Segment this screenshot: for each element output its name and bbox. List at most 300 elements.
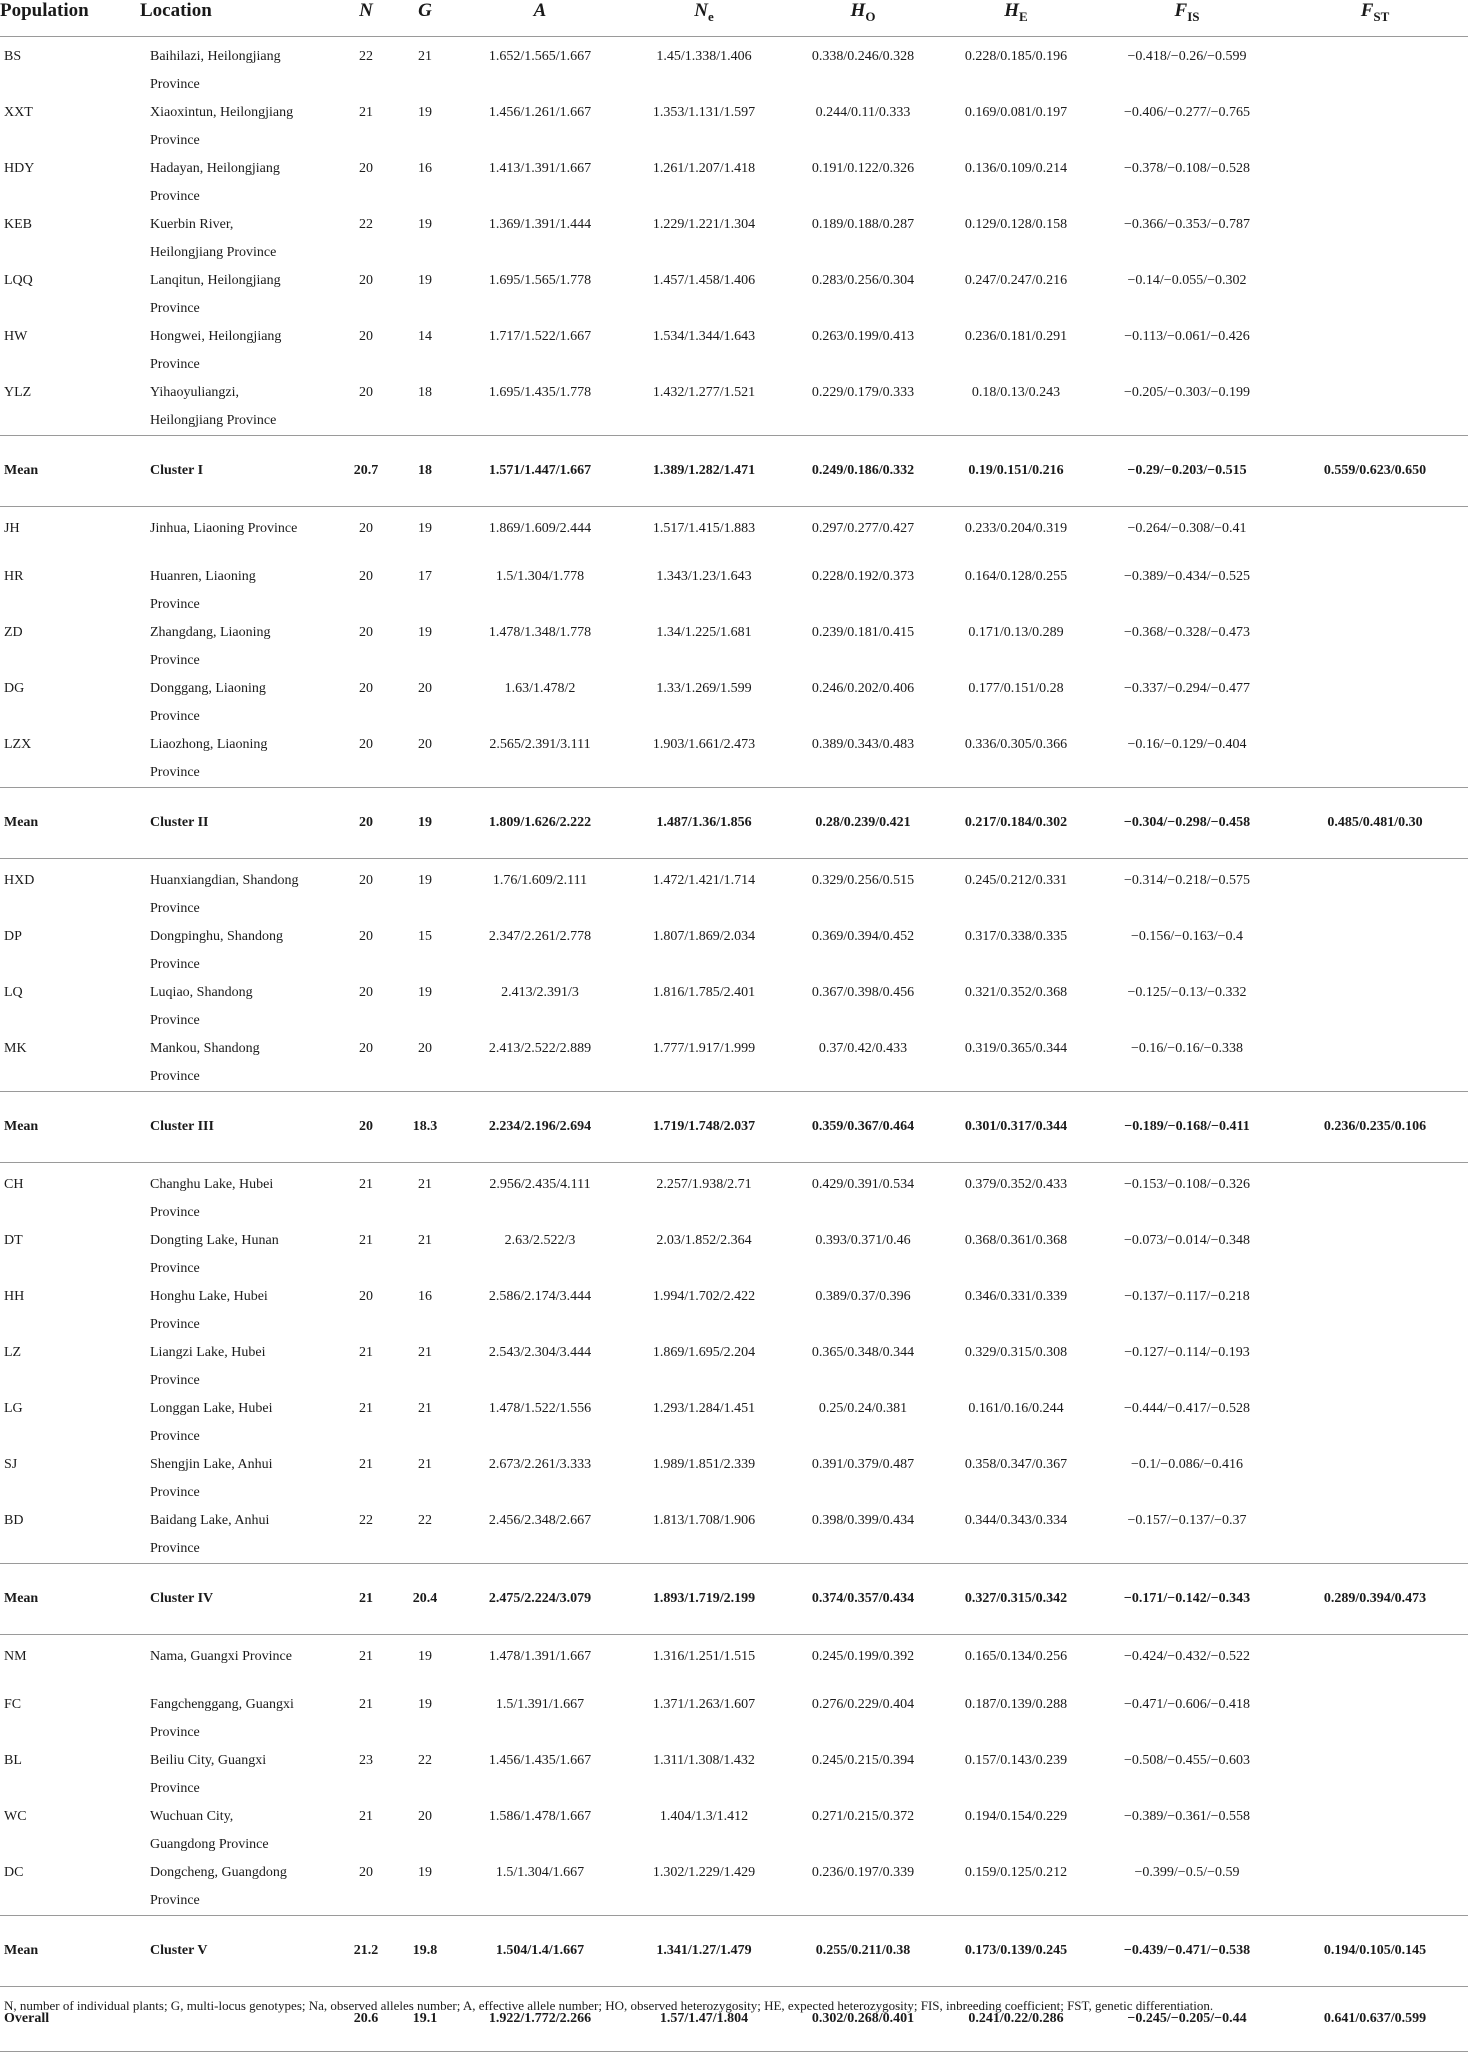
fst-cell: [1282, 507, 1468, 564]
table-row: [0, 1163, 1468, 1228]
ne-cell: 1.261/1.207/1.418: [652, 161, 756, 176]
ne-cell: 1.404/1.3/1.412: [659, 1809, 749, 1824]
header-he: $H_E$: [1004, 0, 1028, 24]
he-cell: 0.228/0.185/0.196: [964, 49, 1068, 64]
ne-cell: 1.517/1.415/1.883: [652, 521, 756, 536]
a-cell: 1.478/1.522/1.556: [488, 1401, 592, 1416]
fst-cell: [1282, 211, 1468, 267]
he-cell: 0.247/0.247/0.216: [964, 273, 1068, 288]
ne-cell: 2.257/1.938/2.71: [656, 1177, 752, 1192]
mean-g-cell: 19: [418, 815, 432, 830]
mean-g-cell: 18.3: [412, 1119, 438, 1134]
fst-cell: [1282, 1163, 1468, 1228]
g-cell: 19: [418, 873, 432, 888]
he-cell: 0.346/0.331/0.339: [964, 1289, 1068, 1304]
a-cell: 1.695/1.565/1.778: [488, 273, 592, 288]
fst-cell: [1282, 1035, 1468, 1092]
g-cell: 20: [418, 1809, 432, 1824]
g-cell: 19: [418, 625, 432, 640]
he-cell: 0.233/0.204/0.319: [964, 521, 1068, 536]
g-cell: 20: [418, 1041, 432, 1056]
table-row: [0, 1747, 1468, 1803]
location-text: Hongwei, Heilongjiang Province: [150, 329, 282, 372]
location-text: Liaozhong, Liaoning Province: [150, 737, 268, 780]
location-text: Fangchenggang, Guangxi Province: [150, 1697, 294, 1740]
location-cell: [140, 731, 340, 788]
ho-cell: 0.245/0.199/0.392: [811, 1649, 915, 1664]
location-text: Baidang Lake, Anhui Province: [150, 1513, 270, 1556]
population-cell: DP: [4, 929, 22, 944]
mean-n-cell: 20: [359, 815, 373, 830]
ne-cell: 1.534/1.344/1.643: [652, 329, 756, 344]
he-cell: 0.165/0.134/0.256: [964, 1649, 1068, 1664]
n-cell: 22: [359, 217, 373, 232]
ho-cell: 0.389/0.343/0.483: [811, 737, 915, 752]
mean-fst-cell: 0.289/0.394/0.473: [1323, 1591, 1427, 1606]
fst-cell: [1282, 1283, 1468, 1339]
ho-cell: 0.189/0.188/0.287: [811, 217, 915, 232]
n-cell: 20: [359, 985, 373, 1000]
ne-cell: 1.457/1.458/1.406: [652, 273, 756, 288]
a-cell: 1.478/1.348/1.778: [488, 625, 592, 640]
location-cell: [140, 323, 340, 379]
fis-cell: −0.1/−0.086/−0.416: [1131, 1457, 1243, 1472]
fis-cell: −0.073/−0.014/−0.348: [1124, 1233, 1250, 1248]
mean-row: [0, 1564, 1468, 1635]
a-cell: 1.456/1.261/1.667: [488, 105, 592, 120]
location-text: Zhangdang, Liaoning Province: [150, 625, 271, 668]
he-cell: 0.164/0.128/0.255: [964, 569, 1068, 584]
table-row: [0, 923, 1468, 979]
table-row: [0, 1035, 1468, 1092]
table-row: [0, 1803, 1468, 1859]
mean-a-cell: 2.475/2.224/3.079: [488, 1591, 592, 1606]
location-text: Luqiao, Shandong Province: [150, 985, 253, 1028]
location-cell: [140, 37, 340, 100]
location-cell: [140, 379, 340, 436]
location-cell: [140, 979, 340, 1035]
he-cell: 0.194/0.154/0.229: [964, 1809, 1068, 1824]
mean-a-cell: 1.809/1.626/2.222: [488, 815, 592, 830]
n-cell: 21: [359, 105, 373, 120]
n-cell: 20: [359, 329, 373, 344]
population-cell: LZX: [4, 737, 32, 752]
population-cell: YLZ: [4, 385, 32, 400]
fst-cell: [1282, 1339, 1468, 1395]
mean-label: Mean: [4, 463, 39, 478]
g-cell: 16: [418, 161, 432, 176]
population-cell: DC: [4, 1865, 24, 1880]
g-cell: 15: [418, 929, 432, 944]
population-cell: BS: [4, 49, 22, 64]
a-cell: 2.586/2.174/3.444: [488, 1289, 592, 1304]
population-cell: HW: [4, 329, 28, 344]
he-cell: 0.358/0.347/0.367: [964, 1457, 1068, 1472]
table-row: [0, 1635, 1468, 1692]
ho-cell: 0.263/0.199/0.413: [811, 329, 915, 344]
ho-cell: 0.367/0.398/0.456: [811, 985, 915, 1000]
a-cell: 1.478/1.391/1.667: [488, 1649, 592, 1664]
ne-cell: 2.03/1.852/2.364: [656, 1233, 752, 1248]
location-text: Donggang, Liaoning Province: [150, 681, 266, 724]
he-cell: 0.159/0.125/0.212: [964, 1865, 1068, 1880]
a-cell: 2.63/2.522/3: [504, 1233, 576, 1248]
location-cell: [140, 923, 340, 979]
mean-ho-cell: 0.255/0.211/0.38: [815, 1943, 911, 1958]
g-cell: 20: [418, 681, 432, 696]
population-cell: HH: [4, 1289, 25, 1304]
n-cell: 20: [359, 1865, 373, 1880]
g-cell: 22: [418, 1513, 432, 1528]
fis-cell: −0.113/−0.061/−0.426: [1124, 329, 1250, 344]
fst-cell: [1282, 1507, 1468, 1564]
a-cell: 2.347/2.261/2.778: [488, 929, 592, 944]
mean-fst-cell: 0.559/0.623/0.650: [1323, 463, 1427, 478]
location-cell: [140, 1163, 340, 1228]
fis-cell: −0.406/−0.277/−0.765: [1124, 105, 1250, 120]
location-cell: [140, 1747, 340, 1803]
table-row: [0, 1691, 1468, 1747]
table-row: [0, 507, 1468, 564]
mean-he-cell: 0.327/0.315/0.342: [964, 1591, 1068, 1606]
he-cell: 0.187/0.139/0.288: [964, 1697, 1068, 1712]
fis-cell: −0.337/−0.294/−0.477: [1124, 681, 1250, 696]
he-cell: 0.329/0.315/0.308: [964, 1345, 1068, 1360]
location-text: Xiaoxintun, Heilongjiang Province: [150, 105, 294, 148]
location-cell: [140, 1395, 340, 1451]
ho-cell: 0.271/0.215/0.372: [811, 1809, 915, 1824]
location-text: Dongpinghu, Shandong Province: [150, 929, 283, 972]
he-cell: 0.236/0.181/0.291: [964, 329, 1068, 344]
n-cell: 20: [359, 385, 373, 400]
fst-cell: [1282, 619, 1468, 675]
n-cell: 22: [359, 49, 373, 64]
ho-cell: 0.236/0.197/0.339: [811, 1865, 915, 1880]
ho-cell: 0.391/0.379/0.487: [811, 1457, 915, 1472]
location-cell: [140, 619, 340, 675]
mean-he-cell: 0.19/0.151/0.216: [968, 463, 1064, 478]
population-cell: HDY: [4, 161, 35, 176]
fis-cell: −0.153/−0.108/−0.326: [1124, 1177, 1250, 1192]
table-row: [0, 323, 1468, 379]
table-row: [0, 379, 1468, 436]
a-cell: 1.5/1.304/1.778: [495, 569, 585, 584]
ne-cell: 1.994/1.702/2.422: [652, 1289, 756, 1304]
ho-cell: 0.37/0.42/0.433: [818, 1041, 908, 1056]
he-cell: 0.161/0.16/0.244: [968, 1401, 1064, 1416]
table-row: [0, 1859, 1468, 1916]
ho-cell: 0.246/0.202/0.406: [811, 681, 915, 696]
n-cell: 21: [359, 1345, 373, 1360]
n-cell: 21: [359, 1809, 373, 1824]
fis-cell: −0.368/−0.328/−0.473: [1124, 625, 1250, 640]
overall-n-cell: 20.6: [353, 2011, 379, 2026]
table-row: [0, 859, 1468, 924]
header-location: Location: [140, 0, 212, 21]
table-row: [0, 1227, 1468, 1283]
ho-cell: 0.283/0.256/0.304: [811, 273, 915, 288]
a-cell: 1.586/1.478/1.667: [488, 1809, 592, 1824]
g-cell: 14: [418, 329, 432, 344]
overall-g-cell: 19.1: [412, 2011, 438, 2026]
g-cell: 19: [418, 521, 432, 536]
fst-cell: [1282, 731, 1468, 788]
population-cell: XXT: [4, 105, 33, 120]
n-cell: 23: [359, 1753, 373, 1768]
mean-ne-cell: 1.719/1.748/2.037: [652, 1119, 756, 1134]
n-cell: 20: [359, 737, 373, 752]
location-text: Changhu Lake, Hubei Province: [150, 1177, 274, 1220]
he-cell: 0.336/0.305/0.366: [964, 737, 1068, 752]
location-text: Beiliu City, Guangxi Province: [150, 1753, 267, 1796]
location-text: Wuchuan City, Guangdong Province: [150, 1809, 269, 1852]
location-text: Huanren, Liaoning Province: [150, 569, 256, 612]
a-cell: 1.413/1.391/1.667: [488, 161, 592, 176]
n-cell: 20: [359, 273, 373, 288]
ho-cell: 0.338/0.246/0.328: [811, 49, 915, 64]
a-cell: 2.413/2.522/2.889: [488, 1041, 592, 1056]
mean-a-cell: 1.504/1.4/1.667: [495, 1943, 585, 1958]
location-text: Nama, Guangxi Province: [150, 1649, 292, 1664]
fis-cell: −0.137/−0.117/−0.218: [1124, 1289, 1250, 1304]
n-cell: 20: [359, 569, 373, 584]
n-cell: 20: [359, 929, 373, 944]
fis-cell: −0.16/−0.129/−0.404: [1127, 737, 1247, 752]
population-cell: HR: [4, 569, 24, 584]
mean-ne-cell: 1.341/1.27/1.479: [656, 1943, 752, 1958]
table-row: [0, 675, 1468, 731]
fis-cell: −0.14/−0.055/−0.302: [1127, 273, 1247, 288]
population-cell: ZD: [4, 625, 23, 640]
location-cell: [140, 211, 340, 267]
mean-n-cell: 21: [359, 1591, 373, 1606]
ne-cell: 1.903/1.661/2.473: [652, 737, 756, 752]
fis-cell: −0.314/−0.218/−0.575: [1124, 873, 1250, 888]
fis-cell: −0.205/−0.303/−0.199: [1124, 385, 1250, 400]
a-cell: 2.413/2.391/3: [501, 985, 579, 1000]
population-cell: CH: [4, 1177, 24, 1192]
ne-cell: 1.302/1.229/1.429: [652, 1865, 756, 1880]
table-row: [0, 563, 1468, 619]
location-text: Longgan Lake, Hubei Province: [150, 1401, 273, 1444]
mean-n-cell: 20.7: [353, 463, 379, 478]
header-a: A: [533, 0, 547, 21]
population-cell: KEB: [4, 217, 32, 232]
he-cell: 0.18/0.13/0.243: [971, 385, 1061, 400]
overall-a-cell: 1.922/1.772/2.266: [488, 2011, 592, 2026]
a-cell: 1.652/1.565/1.667: [488, 49, 592, 64]
n-cell: 21: [359, 1457, 373, 1472]
fis-cell: −0.125/−0.13/−0.332: [1127, 985, 1247, 1000]
fst-cell: [1282, 1451, 1468, 1507]
ne-cell: 1.371/1.263/1.607: [652, 1697, 756, 1712]
table-row: [0, 211, 1468, 267]
overall-ho-cell: 0.302/0.268/0.401: [811, 2011, 915, 2026]
ne-cell: 1.33/1.269/1.599: [656, 681, 752, 696]
fst-cell: [1282, 1227, 1468, 1283]
ho-cell: 0.389/0.37/0.396: [815, 1289, 911, 1304]
cluster-label: Cluster III: [150, 1119, 214, 1134]
mean-row: [0, 436, 1468, 507]
fst-cell: [1282, 323, 1468, 379]
he-cell: 0.129/0.128/0.158: [964, 217, 1068, 232]
ne-cell: 1.343/1.23/1.643: [656, 569, 752, 584]
mean-a-cell: 1.571/1.447/1.667: [488, 463, 592, 478]
n-cell: 21: [359, 1233, 373, 1248]
mean-label: Mean: [4, 815, 39, 830]
mean-row: [0, 788, 1468, 859]
he-cell: 0.157/0.143/0.239: [964, 1753, 1068, 1768]
fst-cell: [1282, 675, 1468, 731]
mean-fst-cell: 0.194/0.105/0.145: [1323, 1943, 1427, 1958]
location-cell: [140, 155, 340, 211]
fst-cell: [1282, 979, 1468, 1035]
fst-cell: [1282, 267, 1468, 323]
n-cell: 20: [359, 625, 373, 640]
fst-cell: [1282, 1635, 1468, 1692]
g-cell: 19: [418, 1649, 432, 1664]
mean-ho-cell: 0.359/0.367/0.464: [811, 1119, 915, 1134]
ho-cell: 0.429/0.391/0.534: [811, 1177, 915, 1192]
ho-cell: 0.191/0.122/0.326: [811, 161, 915, 176]
fst-cell: [1282, 37, 1468, 100]
table-row: [0, 1451, 1468, 1507]
ho-cell: 0.393/0.371/0.46: [815, 1233, 911, 1248]
mean-he-cell: 0.301/0.317/0.344: [964, 1119, 1068, 1134]
a-cell: 2.565/2.391/3.111: [489, 737, 591, 752]
g-cell: 21: [418, 1345, 432, 1360]
location-cell: [140, 1803, 340, 1859]
overall-fis-cell: −0.245/−0.205/−0.44: [1127, 2011, 1247, 2026]
he-cell: 0.317/0.338/0.335: [964, 929, 1068, 944]
g-cell: 21: [418, 1401, 432, 1416]
population-cell: NM: [4, 1649, 27, 1664]
g-cell: 19: [418, 1697, 432, 1712]
header-g: G: [418, 0, 432, 21]
ho-cell: 0.297/0.277/0.427: [811, 521, 915, 536]
he-cell: 0.177/0.151/0.28: [968, 681, 1064, 696]
mean-fis-cell: −0.171/−0.142/−0.343: [1123, 1591, 1251, 1606]
ho-cell: 0.329/0.256/0.515: [811, 873, 915, 888]
table-row: [0, 619, 1468, 675]
n-cell: 20: [359, 1041, 373, 1056]
n-cell: 21: [359, 1697, 373, 1712]
location-text: Hadayan, Heilongjiang Province: [150, 161, 280, 204]
ne-cell: 1.34/1.225/1.681: [656, 625, 752, 640]
location-text: Dongcheng, Guangdong Province: [150, 1865, 287, 1908]
fis-cell: −0.444/−0.417/−0.528: [1124, 1401, 1250, 1416]
population-cell: SJ: [4, 1457, 18, 1472]
location-cell: [140, 1227, 340, 1283]
n-cell: 20: [359, 521, 373, 536]
g-cell: 16: [418, 1289, 432, 1304]
n-cell: 20: [359, 161, 373, 176]
a-cell: 1.717/1.522/1.667: [488, 329, 592, 344]
ne-cell: 1.229/1.221/1.304: [652, 217, 756, 232]
g-cell: 21: [418, 1457, 432, 1472]
location-cell: [140, 1339, 340, 1395]
fst-cell: [1282, 1747, 1468, 1803]
a-cell: 2.456/2.348/2.667: [488, 1513, 592, 1528]
location-text: Kuerbin River, Heilongjiang Province: [150, 217, 277, 260]
mean-label: Mean: [4, 1591, 39, 1606]
n-cell: 21: [359, 1177, 373, 1192]
fis-cell: −0.16/−0.16/−0.338: [1131, 1041, 1243, 1056]
n-cell: 21: [359, 1649, 373, 1664]
location-text: Lanqitun, Heilongjiang Province: [150, 273, 281, 316]
ne-cell: 1.472/1.421/1.714: [652, 873, 756, 888]
ne-cell: 1.316/1.251/1.515: [652, 1649, 756, 1664]
fis-cell: −0.156/−0.163/−0.4: [1131, 929, 1243, 944]
g-cell: 18: [418, 385, 432, 400]
cluster-label: Cluster IV: [150, 1591, 214, 1606]
mean-row: [0, 1092, 1468, 1163]
fis-cell: −0.264/−0.308/−0.41: [1127, 521, 1247, 536]
ho-cell: 0.239/0.181/0.415: [811, 625, 915, 640]
n-cell: 20: [359, 873, 373, 888]
mean-fis-cell: −0.189/−0.168/−0.411: [1124, 1119, 1250, 1134]
g-cell: 20: [418, 737, 432, 752]
fst-cell: [1282, 1395, 1468, 1451]
location-cell: [140, 267, 340, 323]
header-fst: $F_{ST}$: [1360, 0, 1390, 24]
he-cell: 0.321/0.352/0.368: [964, 985, 1068, 1000]
location-cell: [140, 675, 340, 731]
ne-cell: 1.432/1.277/1.521: [652, 385, 756, 400]
g-cell: 21: [418, 1233, 432, 1248]
ho-cell: 0.369/0.394/0.452: [811, 929, 915, 944]
ne-cell: 1.293/1.284/1.451: [652, 1401, 756, 1416]
table-footnote: N, number of individual plants; G, multi-locus genotypes; Na, observed alleles number; A, effective allele number; HO, observed heterozygosity; HE, expected heterozygosity; FIS, inbreeding coefficient; FST, genetic differentiation.: [4, 1998, 1214, 2013]
header-population: Population: [0, 0, 89, 21]
a-cell: 1.869/1.609/2.444: [488, 521, 592, 536]
he-cell: 0.136/0.109/0.214: [964, 161, 1068, 176]
g-cell: 21: [418, 49, 432, 64]
overall-ne-cell: 1.57/1.47/1.804: [659, 2011, 749, 2026]
fis-cell: −0.389/−0.434/−0.525: [1124, 569, 1250, 584]
location-cell: [140, 1859, 340, 1916]
location-text: Baihilazi, Heilongjiang Province: [150, 49, 281, 92]
mean-fst-cell: 0.236/0.235/0.106: [1323, 1119, 1427, 1134]
ho-cell: 0.244/0.11/0.333: [815, 105, 911, 120]
mean-ne-cell: 1.487/1.36/1.856: [656, 815, 752, 830]
ho-cell: 0.229/0.179/0.333: [811, 385, 915, 400]
location-cell: [140, 1451, 340, 1507]
table-row: [0, 99, 1468, 155]
location-cell: [140, 1691, 340, 1747]
population-cell: HXD: [4, 873, 35, 888]
a-cell: 1.5/1.304/1.667: [495, 1865, 585, 1880]
header-fis: $F_{IS}$: [1174, 0, 1200, 24]
g-cell: 19: [418, 217, 432, 232]
fis-cell: −0.418/−0.26/−0.599: [1127, 49, 1247, 64]
location-cell: [140, 1035, 340, 1092]
fst-cell: [1282, 1859, 1468, 1916]
fis-cell: −0.127/−0.114/−0.193: [1124, 1345, 1250, 1360]
ho-cell: 0.365/0.348/0.344: [811, 1345, 915, 1360]
fst-cell: [1282, 859, 1468, 924]
fst-cell: [1282, 379, 1468, 436]
mean-fis-cell: −0.439/−0.471/−0.538: [1123, 1943, 1251, 1958]
n-cell: 20: [359, 1289, 373, 1304]
overall-label: Overall: [4, 2011, 50, 2026]
he-cell: 0.344/0.343/0.334: [964, 1513, 1068, 1528]
location-cell: [140, 99, 340, 155]
location-text: Mankou, Shandong Province: [150, 1041, 260, 1084]
population-cell: BL: [4, 1753, 22, 1768]
mean-row: [0, 1916, 1468, 1987]
location-text: Liangzi Lake, Hubei Province: [150, 1345, 266, 1388]
